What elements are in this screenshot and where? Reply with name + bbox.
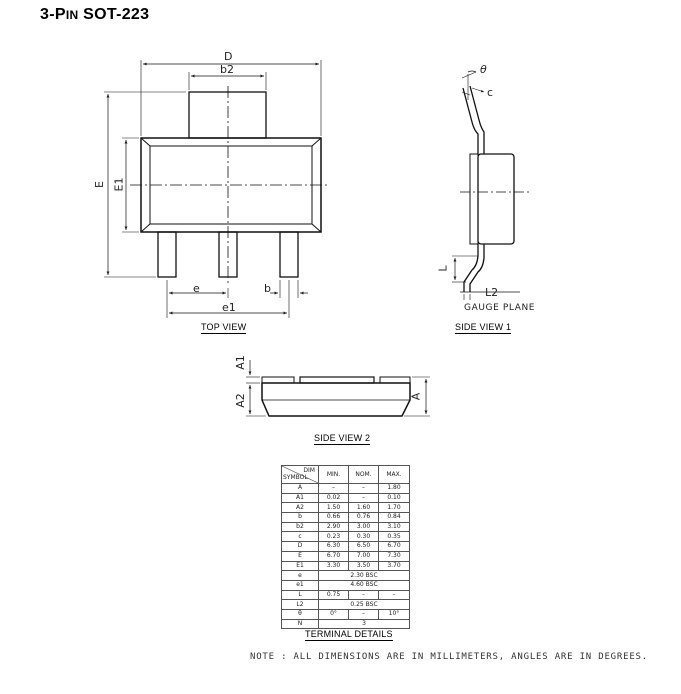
table-header-nom: NOM. — [349, 466, 379, 484]
dim-label-e1-pitch: e1 — [222, 301, 236, 314]
table-row: A1 0.02 – 0.10 — [282, 493, 410, 503]
dim-label-a2: A2 — [233, 393, 247, 408]
top-view — [104, 60, 330, 318]
dim-label-theta: θ — [480, 63, 487, 76]
table-header-row — [282, 466, 410, 484]
caption-side-view-2: SIDE VIEW 2 — [314, 433, 371, 443]
dim-label-a: A — [409, 392, 423, 401]
dim-label-l: L — [436, 265, 450, 272]
table-row: L2 0.25 BSC — [282, 600, 410, 610]
table-row: θ 0° – 10° — [282, 609, 410, 619]
caption-side-view-1: SIDE VIEW 1 — [455, 322, 512, 332]
caption-top-view: TOP VIEW — [201, 322, 247, 332]
dim-label-b: b — [264, 282, 271, 295]
dim-label-e-pitch: e — [193, 282, 200, 295]
table-row: e1 4.60 BSC — [282, 580, 410, 590]
table-row: e 2.30 BSC — [282, 571, 410, 581]
dim-label-c: c — [487, 86, 494, 99]
side-view-1 — [452, 71, 530, 300]
table-row: N 3 — [282, 619, 410, 629]
dim-label-a1: A1 — [233, 355, 247, 370]
table-row: E 6.70 7.00 7.30 — [282, 551, 410, 561]
table-row: A2 1.50 1.60 1.70 — [282, 503, 410, 513]
dim-label-b2: b2 — [220, 63, 234, 76]
dim-label-d: D — [224, 50, 233, 63]
table-row: A – – 1.80 — [282, 484, 410, 494]
side-view-2 — [246, 360, 430, 416]
table-row: L 0.75 – – — [282, 590, 410, 600]
page-title: 3-PIN SOT-223 — [40, 6, 150, 23]
table-row: c 0.23 0.30 0.35 — [282, 532, 410, 542]
dim-label-e-height: E — [92, 181, 106, 188]
units-note: NOTE : ALL DIMENSIONS ARE IN MILLIMETERS, ANGLES ARE IN DEGREES. — [250, 652, 648, 662]
dim-label-e1: E1 — [112, 177, 126, 192]
table-row: D 6.30 6.50 6.70 — [282, 542, 410, 552]
caption-terminal-details: TERMINAL DETAILS — [305, 629, 393, 639]
table-row: b2 2.90 3.00 3.10 — [282, 522, 410, 532]
dim-label-l2: L2 — [485, 286, 499, 299]
table-row: E1 3.30 3.50 3.70 — [282, 561, 410, 571]
table-header-min: MIN. — [319, 466, 349, 484]
table-row: b 0.66 0.76 0.84 — [282, 513, 410, 523]
gauge-plane-label: GAUGE PLANE — [464, 303, 536, 313]
table-corner-header: DIM SYMBOL — [282, 466, 319, 484]
dimension-table — [281, 465, 410, 629]
table-header-max: MAX. — [379, 466, 410, 484]
